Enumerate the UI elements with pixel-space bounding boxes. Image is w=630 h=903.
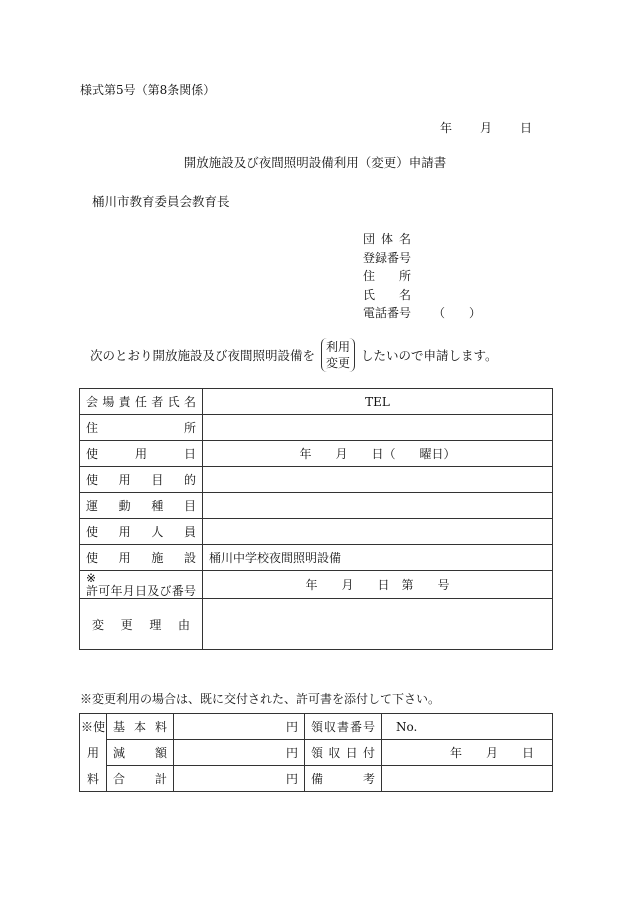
remarks-field[interactable] (382, 766, 553, 792)
facility-label: 使用施設 (80, 545, 203, 571)
phone-label: 電話番号 (363, 306, 412, 320)
use-purpose-field[interactable] (203, 467, 553, 493)
table-row (80, 545, 553, 571)
fee-side-label-2: 用 (80, 740, 107, 766)
table-row (80, 493, 553, 519)
fee-side-label-3: 料 (80, 766, 107, 792)
fee-side-label-1: ※使 (80, 714, 107, 740)
phone-paren: （ ） (433, 306, 482, 320)
table-row (80, 415, 553, 441)
total-field[interactable]: 円 (174, 766, 305, 792)
permit-label-text: 許可年月日及び番号 (86, 583, 196, 598)
table-row (80, 519, 553, 545)
application-date[interactable] (440, 119, 532, 136)
table-row (80, 714, 553, 740)
facility-field[interactable]: 桶川中学校夜間照明設備 (203, 545, 553, 571)
receipt-date-label: 領収日付 (305, 740, 382, 766)
attendance-label: 使用人員 (80, 519, 203, 545)
basic-fee-field[interactable]: 円 (174, 714, 305, 740)
permit-label (80, 571, 203, 599)
document-title: 開放施設及び夜間照明設備利用（変更）申請書 (183, 155, 447, 170)
table-row (80, 467, 553, 493)
group-name-label: 団体名 (363, 232, 411, 246)
attachment-note: ※変更利用の場合は、既に交付された、許可書を添付して下さい。 (80, 692, 441, 706)
use-date-field[interactable]: 年 月 日（ 曜日） (203, 441, 553, 467)
date-day-label: 日 (520, 121, 533, 135)
table-row (80, 441, 553, 467)
statement-after: したいので申請します。 (361, 348, 498, 363)
address-label: 住所 (363, 269, 411, 283)
change-reason-field[interactable] (203, 599, 553, 650)
table-row (80, 571, 553, 599)
application-details-table (79, 388, 553, 650)
applicant-phone[interactable] (363, 304, 481, 323)
table-row (80, 740, 553, 766)
applicant-block (363, 230, 481, 323)
name-label: 氏名 (363, 287, 411, 302)
manager-name-field[interactable]: TEL (203, 389, 553, 415)
table-row (80, 389, 553, 415)
application-statement (90, 338, 498, 372)
permit-field[interactable]: 年 月 日 第 号 (203, 571, 553, 599)
basic-fee-label: 基本料 (107, 714, 174, 740)
receipt-number-label: 領収書番号 (305, 714, 382, 740)
use-date-label: 使用日 (80, 441, 203, 467)
applicant-name[interactable] (363, 286, 481, 305)
receipt-date-field[interactable]: 年 月 日 (382, 740, 553, 766)
statement-before: 次のとおり開放施設及び夜間照明設備を (90, 348, 316, 363)
date-year-label: 年 (440, 121, 453, 135)
option-use: 利用 (326, 340, 351, 354)
attendance-field[interactable] (203, 519, 553, 545)
remarks-label: 備考 (305, 766, 382, 792)
use-change-option[interactable] (321, 338, 355, 372)
address-field[interactable] (203, 415, 553, 441)
change-reason-label: 変更理由 (80, 599, 203, 650)
address-row-label: 住所 (80, 415, 203, 441)
addressee: 桶川市教育委員会教育長 (92, 194, 230, 209)
form-number: 様式第5号（第8条関係） (80, 83, 216, 97)
applicant-address[interactable] (363, 267, 481, 286)
applicant-group-name[interactable] (363, 230, 481, 249)
sport-type-label: 運動種目 (80, 493, 203, 519)
registration-label: 登録番号 (363, 250, 412, 265)
table-row (80, 599, 553, 650)
discount-label: 減額 (107, 740, 174, 766)
option-change: 変更 (326, 356, 351, 370)
table-row (80, 766, 553, 792)
fee-table (79, 713, 553, 792)
permit-mark: ※ (86, 570, 97, 585)
use-purpose-label: 使用目的 (80, 467, 203, 493)
total-label: 合計 (107, 766, 174, 792)
receipt-number-field[interactable]: No. (382, 714, 553, 740)
discount-field[interactable]: 円 (174, 740, 305, 766)
sport-type-field[interactable] (203, 493, 553, 519)
manager-name-label: 会場責任者氏名 (80, 389, 203, 415)
date-month-label: 月 (480, 121, 493, 135)
applicant-registration[interactable] (363, 249, 481, 268)
